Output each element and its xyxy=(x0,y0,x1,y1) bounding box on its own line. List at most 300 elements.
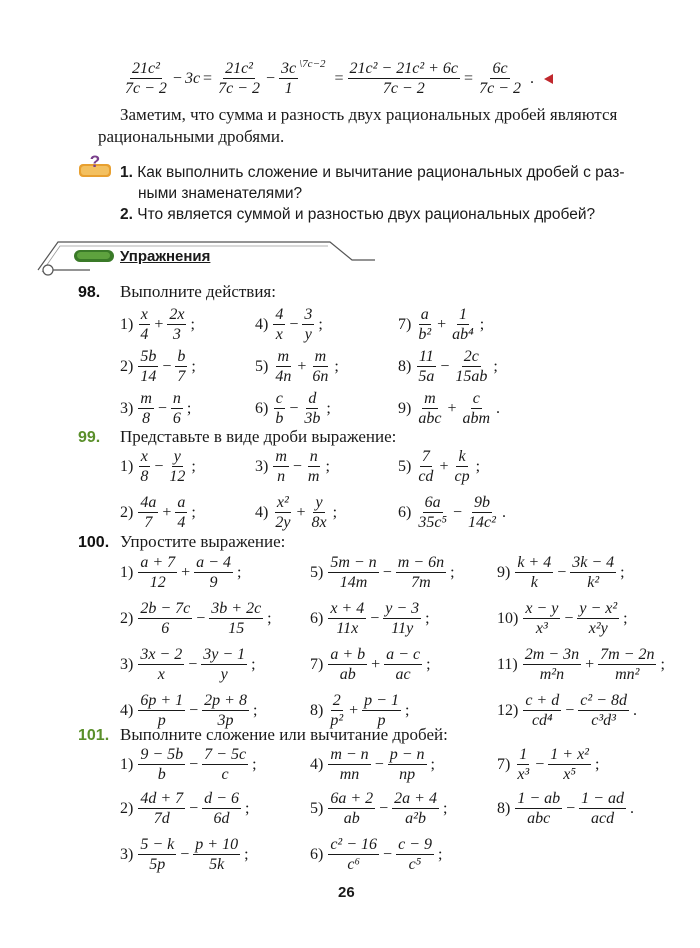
fraction-first xyxy=(138,554,177,592)
item-label: 3) xyxy=(120,845,134,863)
item-end-punctuation: ; xyxy=(252,755,257,773)
denominator: 5p xyxy=(149,856,166,874)
operator: − xyxy=(382,563,392,581)
fraction-first xyxy=(515,746,531,784)
item-label: 9) xyxy=(398,399,412,417)
numerator: c − 9 xyxy=(396,836,434,855)
fraction-second xyxy=(193,836,240,874)
item-end-punctuation: ; xyxy=(475,457,481,475)
operator: − xyxy=(370,609,380,627)
item-label: 3) xyxy=(120,655,134,673)
fraction-first xyxy=(328,790,375,828)
top-equation: $\frac{\text{21c²}}{7c - 2}$ − 3c = $\frac{\text{21c²}}{7c - 2}$ − $\frac{3c}{1}$ \7c−2 = $\frac{\text{21c² − 21c² + 6c}}{7c - 2}$ = $\frac{6c}{7c - 2}$ . xyxy=(122,60,553,98)
numerator: x xyxy=(139,306,150,325)
exercise-99-number: 99. xyxy=(78,429,101,446)
end-of-solution-marker-icon xyxy=(544,74,553,84)
paragraph xyxy=(98,104,668,148)
item-label: 10) xyxy=(497,609,519,627)
item-end-punctuation: ; xyxy=(425,609,430,627)
item-label: 9) xyxy=(497,563,511,581)
denominator: b xyxy=(157,766,166,784)
question-1: 1. Как выполнить сложение и вычитание рациональных дробей с раз- xyxy=(120,164,625,181)
numerator: 5b xyxy=(138,348,158,367)
numerator: 1 xyxy=(457,306,469,325)
denominator: np xyxy=(399,766,416,784)
fraction-second xyxy=(202,692,249,730)
fraction-second xyxy=(171,390,183,428)
item-label: 5) xyxy=(255,357,269,375)
ex98-item xyxy=(255,348,339,386)
denominator: ab xyxy=(339,666,356,684)
fraction-first xyxy=(328,646,367,684)
numerator: 2 xyxy=(331,692,343,711)
numerator: d xyxy=(306,390,318,409)
numerator: p + 10 xyxy=(193,836,240,855)
denominator: 5k xyxy=(209,856,225,874)
numerator: 1 xyxy=(517,746,529,765)
item-end-punctuation: ; xyxy=(190,315,195,333)
item-end-punctuation: ; xyxy=(191,357,196,375)
denominator: ab xyxy=(343,810,360,828)
ex100-item xyxy=(497,554,625,592)
fraction-first xyxy=(138,692,185,730)
numerator: 4a xyxy=(138,494,158,513)
fraction-first xyxy=(523,600,560,638)
item-end-punctuation: ; xyxy=(594,755,600,773)
fraction-first xyxy=(416,390,443,428)
numerator: 5m − n xyxy=(328,554,378,573)
item-label: 7) xyxy=(398,315,412,333)
item-label: 2) xyxy=(120,503,134,521)
item-end-punctuation: ; xyxy=(244,799,250,817)
page-number: 26 xyxy=(338,884,355,901)
fraction-first xyxy=(273,348,293,386)
ex101-item xyxy=(497,790,634,828)
denominator: 6 xyxy=(172,410,181,428)
denominator: 15ab xyxy=(455,368,488,386)
operator: − xyxy=(154,457,164,475)
ex98-item xyxy=(120,348,196,386)
denominator: y xyxy=(220,666,228,684)
numerator: 11 xyxy=(417,348,436,367)
numerator: 3k − 4 xyxy=(570,554,616,573)
denominator: abm xyxy=(462,410,491,428)
fraction-first xyxy=(138,836,176,874)
numerator: 1 + x² xyxy=(548,746,591,765)
numerator: 4d + 7 xyxy=(138,790,185,809)
fraction-second xyxy=(577,600,619,638)
fraction-second xyxy=(460,390,492,428)
denominator: b² xyxy=(418,326,432,344)
denominator: cp xyxy=(454,468,470,486)
item-label: 4) xyxy=(255,315,269,333)
eq-fraction-4: $\frac{\text{21c² − 21c² + 6c}}{7c - 2}$ xyxy=(349,60,459,98)
ex100-item xyxy=(310,600,430,638)
item-end-punctuation: . xyxy=(501,503,506,521)
numerator: 2m − 3n xyxy=(523,646,581,665)
item-label: 4) xyxy=(255,503,269,521)
ex99-item xyxy=(398,448,480,486)
numerator: a − c xyxy=(384,646,422,665)
numerator: d − 6 xyxy=(202,790,241,809)
exercise-100-task: Упростите выражение: xyxy=(120,532,286,551)
numerator: m − n xyxy=(328,746,370,765)
denominator: 4 xyxy=(177,514,186,532)
operator: − xyxy=(383,845,393,863)
numerator: m xyxy=(276,348,292,367)
exercise-98-task: Выполните действия: xyxy=(120,282,276,301)
item-label: 8) xyxy=(310,701,324,719)
fraction-second xyxy=(209,600,263,638)
fraction-first xyxy=(138,494,158,532)
fraction-second xyxy=(453,348,489,386)
item-label: 5) xyxy=(310,563,324,581)
denominator: 4 xyxy=(140,326,149,344)
denominator: 8 xyxy=(140,468,149,486)
denominator: 3b xyxy=(304,410,321,428)
ex101-item xyxy=(310,790,447,828)
svg-text:?: ? xyxy=(89,152,101,171)
denominator: m xyxy=(307,468,320,486)
fraction-first xyxy=(416,306,433,344)
numerator: c + d xyxy=(523,692,561,711)
item-label: 2) xyxy=(120,609,134,627)
numerator: x + 4 xyxy=(328,600,366,619)
denominator: x³ xyxy=(535,620,548,638)
fraction-second xyxy=(202,790,241,828)
fraction-second xyxy=(578,692,629,730)
item-end-punctuation: ; xyxy=(437,845,443,863)
item-end-punctuation: ; xyxy=(442,799,448,817)
fraction-first xyxy=(273,494,292,532)
item-label: 11) xyxy=(497,655,518,673)
denominator: abc xyxy=(527,810,551,828)
fraction-first xyxy=(138,746,185,784)
denominator: 12 xyxy=(169,468,186,486)
denominator: n xyxy=(277,468,286,486)
item-end-punctuation: ; xyxy=(244,845,249,863)
denominator: 7 xyxy=(144,514,153,532)
ex101-item xyxy=(497,746,599,784)
numerator: y xyxy=(172,448,183,467)
ex99-item xyxy=(120,494,196,532)
numerator: y − 3 xyxy=(383,600,421,619)
eq-fraction-2: $\frac{\text{21c²}}{7c - 2}$ xyxy=(218,60,260,98)
numerator: 1 − ab xyxy=(515,790,562,809)
denominator: p xyxy=(377,712,386,730)
operator: − xyxy=(189,701,199,719)
numerator: a − 4 xyxy=(194,554,233,573)
denominator: x⁵ xyxy=(563,766,576,784)
fraction-first xyxy=(328,692,345,730)
numerator: c² − 16 xyxy=(328,836,379,855)
numerator: 6a + 2 xyxy=(328,790,375,809)
denominator: c⁶ xyxy=(347,856,361,874)
operator: − xyxy=(196,609,206,627)
ex100-item xyxy=(120,600,272,638)
numerator: b xyxy=(175,348,187,367)
item-end-punctuation: ; xyxy=(623,609,628,627)
item-label: 8) xyxy=(497,799,511,817)
fraction-first xyxy=(138,790,185,828)
item-end-punctuation: ; xyxy=(251,655,256,673)
ex100-item xyxy=(497,692,637,730)
denominator: b xyxy=(275,410,284,428)
fraction-second xyxy=(167,306,186,344)
ex98-item xyxy=(398,306,484,344)
numerator: 3 xyxy=(302,306,314,325)
operator: − xyxy=(157,399,167,417)
denominator: 11y xyxy=(391,620,414,638)
numerator: a + b xyxy=(328,646,367,665)
numerator: a xyxy=(419,306,431,325)
denominator: 6 xyxy=(161,620,170,638)
item-label: 1) xyxy=(120,563,134,581)
multiplier-factor: \7c−2 xyxy=(299,58,326,70)
fraction-first xyxy=(273,448,289,486)
numerator: 2x xyxy=(167,306,186,325)
denominator: 8x xyxy=(311,514,327,532)
item-end-punctuation: ; xyxy=(426,655,431,673)
fraction-second xyxy=(396,836,434,874)
ex100-item xyxy=(497,646,665,684)
item-end-punctuation: ; xyxy=(660,655,665,673)
operator: + xyxy=(439,457,449,475)
fraction-first xyxy=(416,348,436,386)
paragraph-line-2: рациональными дробями. xyxy=(98,127,285,146)
fraction-second xyxy=(392,790,439,828)
exercise-100-number: 100. xyxy=(78,534,110,551)
numerator: n xyxy=(308,448,320,467)
numerator: 2a + 4 xyxy=(392,790,439,809)
eq-fraction-3: $\frac{3c}{1}$ xyxy=(281,60,297,98)
denominator: mn xyxy=(339,766,360,784)
numerator: 3x − 2 xyxy=(138,646,184,665)
operator: + xyxy=(447,399,457,417)
item-label: 6) xyxy=(310,609,324,627)
fraction-second xyxy=(466,494,498,532)
denominator: ac xyxy=(395,666,411,684)
item-end-punctuation: ; xyxy=(404,701,410,719)
fraction-second xyxy=(302,390,322,428)
denominator: cd⁴ xyxy=(531,712,553,730)
item-end-punctuation: ; xyxy=(450,563,455,581)
numerator: 9 − 5b xyxy=(138,746,185,765)
denominator: x xyxy=(157,666,165,684)
item-end-punctuation: ; xyxy=(267,609,272,627)
numerator: n xyxy=(171,390,183,409)
numerator: 2b − 7c xyxy=(138,600,192,619)
numerator: 7m − 2n xyxy=(598,646,656,665)
operator: + xyxy=(585,655,595,673)
fraction-second xyxy=(167,448,187,486)
eq-fraction-5: $\frac{6c}{7c - 2}$ xyxy=(479,60,521,98)
denominator: m²n xyxy=(539,666,565,684)
operator: − xyxy=(374,755,384,773)
fraction-second xyxy=(388,746,427,784)
item-end-punctuation: ; xyxy=(252,701,258,719)
numerator: m xyxy=(138,390,154,409)
fraction-first xyxy=(515,790,562,828)
numerator: y xyxy=(313,494,324,513)
ex99-item xyxy=(255,448,330,486)
item-end-punctuation: ; xyxy=(186,399,192,417)
operator: − xyxy=(379,799,389,817)
operator: − xyxy=(188,655,198,673)
fraction-second xyxy=(201,646,247,684)
denominator: k² xyxy=(587,574,600,592)
operator: − xyxy=(453,503,463,521)
numerator: 7 − 5c xyxy=(202,746,248,765)
operator: − xyxy=(292,457,302,475)
operator: − xyxy=(566,799,576,817)
ex100-item xyxy=(310,646,431,684)
fraction-second xyxy=(548,746,591,784)
denominator: mn² xyxy=(615,666,640,684)
denominator: 7d xyxy=(153,810,170,828)
item-end-punctuation: ; xyxy=(191,457,196,475)
item-end-punctuation: . xyxy=(496,399,501,417)
item-label: 7) xyxy=(310,655,324,673)
numerator: 2c xyxy=(462,348,481,367)
denominator: 11x xyxy=(336,620,359,638)
numerator: m xyxy=(313,348,329,367)
denominator: 35c⁵ xyxy=(418,514,447,532)
fraction-second xyxy=(175,348,187,386)
numerator: 1 − ad xyxy=(579,790,626,809)
fraction-first xyxy=(138,646,184,684)
numerator: 3y − 1 xyxy=(201,646,247,665)
denominator: k xyxy=(530,574,538,592)
ex98-item xyxy=(398,390,500,428)
fraction-second xyxy=(362,692,401,730)
item-end-punctuation: . xyxy=(632,701,637,719)
numerator: m xyxy=(273,448,289,467)
fraction-first xyxy=(138,348,158,386)
paragraph-line-1: Заметим, что сумма и разность двух рациональных дробей являются xyxy=(120,105,618,124)
section-title: Упражнения xyxy=(120,248,211,265)
fraction-second xyxy=(396,554,446,592)
fraction-first xyxy=(523,692,561,730)
operator: − xyxy=(565,701,575,719)
numerator: k + 4 xyxy=(515,554,553,573)
numerator: x − y xyxy=(523,600,560,619)
numerator: 6a xyxy=(423,494,443,513)
denominator: y xyxy=(304,326,312,344)
denominator: 7m xyxy=(411,574,431,592)
exercise-101-task: Выполните сложение или вычитание дробей: xyxy=(120,725,448,744)
fraction-second xyxy=(194,554,233,592)
numerator: a xyxy=(175,494,187,513)
fraction-first xyxy=(138,306,150,344)
fraction-first xyxy=(138,390,154,428)
denominator: 14m xyxy=(339,574,368,592)
denominator: x³ xyxy=(517,766,530,784)
denominator: p xyxy=(157,712,166,730)
item-label: 2) xyxy=(120,357,134,375)
fraction-first xyxy=(416,494,449,532)
item-end-punctuation: ; xyxy=(334,357,339,375)
ex101-item xyxy=(120,790,249,828)
numerator: a + 7 xyxy=(138,554,177,573)
denominator: 12 xyxy=(149,574,166,592)
denominator: 4n xyxy=(275,368,292,386)
operator: − xyxy=(564,609,574,627)
fraction-first xyxy=(138,600,192,638)
ex99-item xyxy=(398,494,506,532)
item-label: 3) xyxy=(120,399,134,417)
numerator: p − 1 xyxy=(362,692,401,711)
item-label: 1) xyxy=(120,457,134,475)
item-end-punctuation: ; xyxy=(620,563,625,581)
question-1-continuation: ными знаменателями? xyxy=(138,185,303,202)
exercise-99-task: Представьте в виде дроби выражение: xyxy=(120,427,397,446)
numerator: 7 xyxy=(420,448,432,467)
item-label: 4) xyxy=(310,755,324,773)
ex98-item xyxy=(255,390,331,428)
item-label: 7) xyxy=(497,755,511,773)
denominator: 15 xyxy=(228,620,245,638)
operator: + xyxy=(162,503,172,521)
item-label: 5) xyxy=(398,457,412,475)
item-end-punctuation: ; xyxy=(191,503,196,521)
numerator: 5 − k xyxy=(138,836,176,855)
operator: + xyxy=(296,503,306,521)
denominator: 14c² xyxy=(468,514,496,532)
fraction-first xyxy=(328,600,366,638)
item-label: 1) xyxy=(120,755,134,773)
item-label: 2) xyxy=(120,799,134,817)
denominator: 3 xyxy=(172,326,181,344)
ex100-item xyxy=(310,692,409,730)
denominator: 8 xyxy=(142,410,151,428)
fraction-second xyxy=(310,348,330,386)
denominator: 5a xyxy=(418,368,435,386)
numerator: 3b + 2c xyxy=(209,600,263,619)
item-label: 5) xyxy=(310,799,324,817)
denominator: c xyxy=(221,766,229,784)
operator: − xyxy=(189,755,199,773)
fraction-first xyxy=(515,554,553,592)
denominator: 3p xyxy=(217,712,234,730)
operator: − xyxy=(557,563,567,581)
numerator: k xyxy=(456,448,467,467)
fraction-second xyxy=(175,494,187,532)
fraction-first xyxy=(328,836,379,874)
operator: + xyxy=(154,315,164,333)
item-end-punctuation: ; xyxy=(479,315,485,333)
fraction-second xyxy=(598,646,656,684)
fraction-first xyxy=(523,646,581,684)
fraction-second xyxy=(570,554,616,592)
fraction-first xyxy=(138,448,150,486)
denominator: 6d xyxy=(213,810,230,828)
operator: + xyxy=(349,701,359,719)
denominator: c³d³ xyxy=(591,712,616,730)
fraction-second xyxy=(384,646,422,684)
item-end-punctuation: ; xyxy=(236,563,242,581)
fraction-first xyxy=(273,306,285,344)
ex99-item xyxy=(120,448,196,486)
item-label: 3) xyxy=(255,457,269,475)
fraction-first xyxy=(273,390,285,428)
fraction-first xyxy=(328,554,378,592)
ex100-item xyxy=(497,600,628,638)
ex101-item xyxy=(310,746,435,784)
operator: + xyxy=(437,315,447,333)
ex98-item xyxy=(255,306,323,344)
fraction-second xyxy=(450,306,476,344)
